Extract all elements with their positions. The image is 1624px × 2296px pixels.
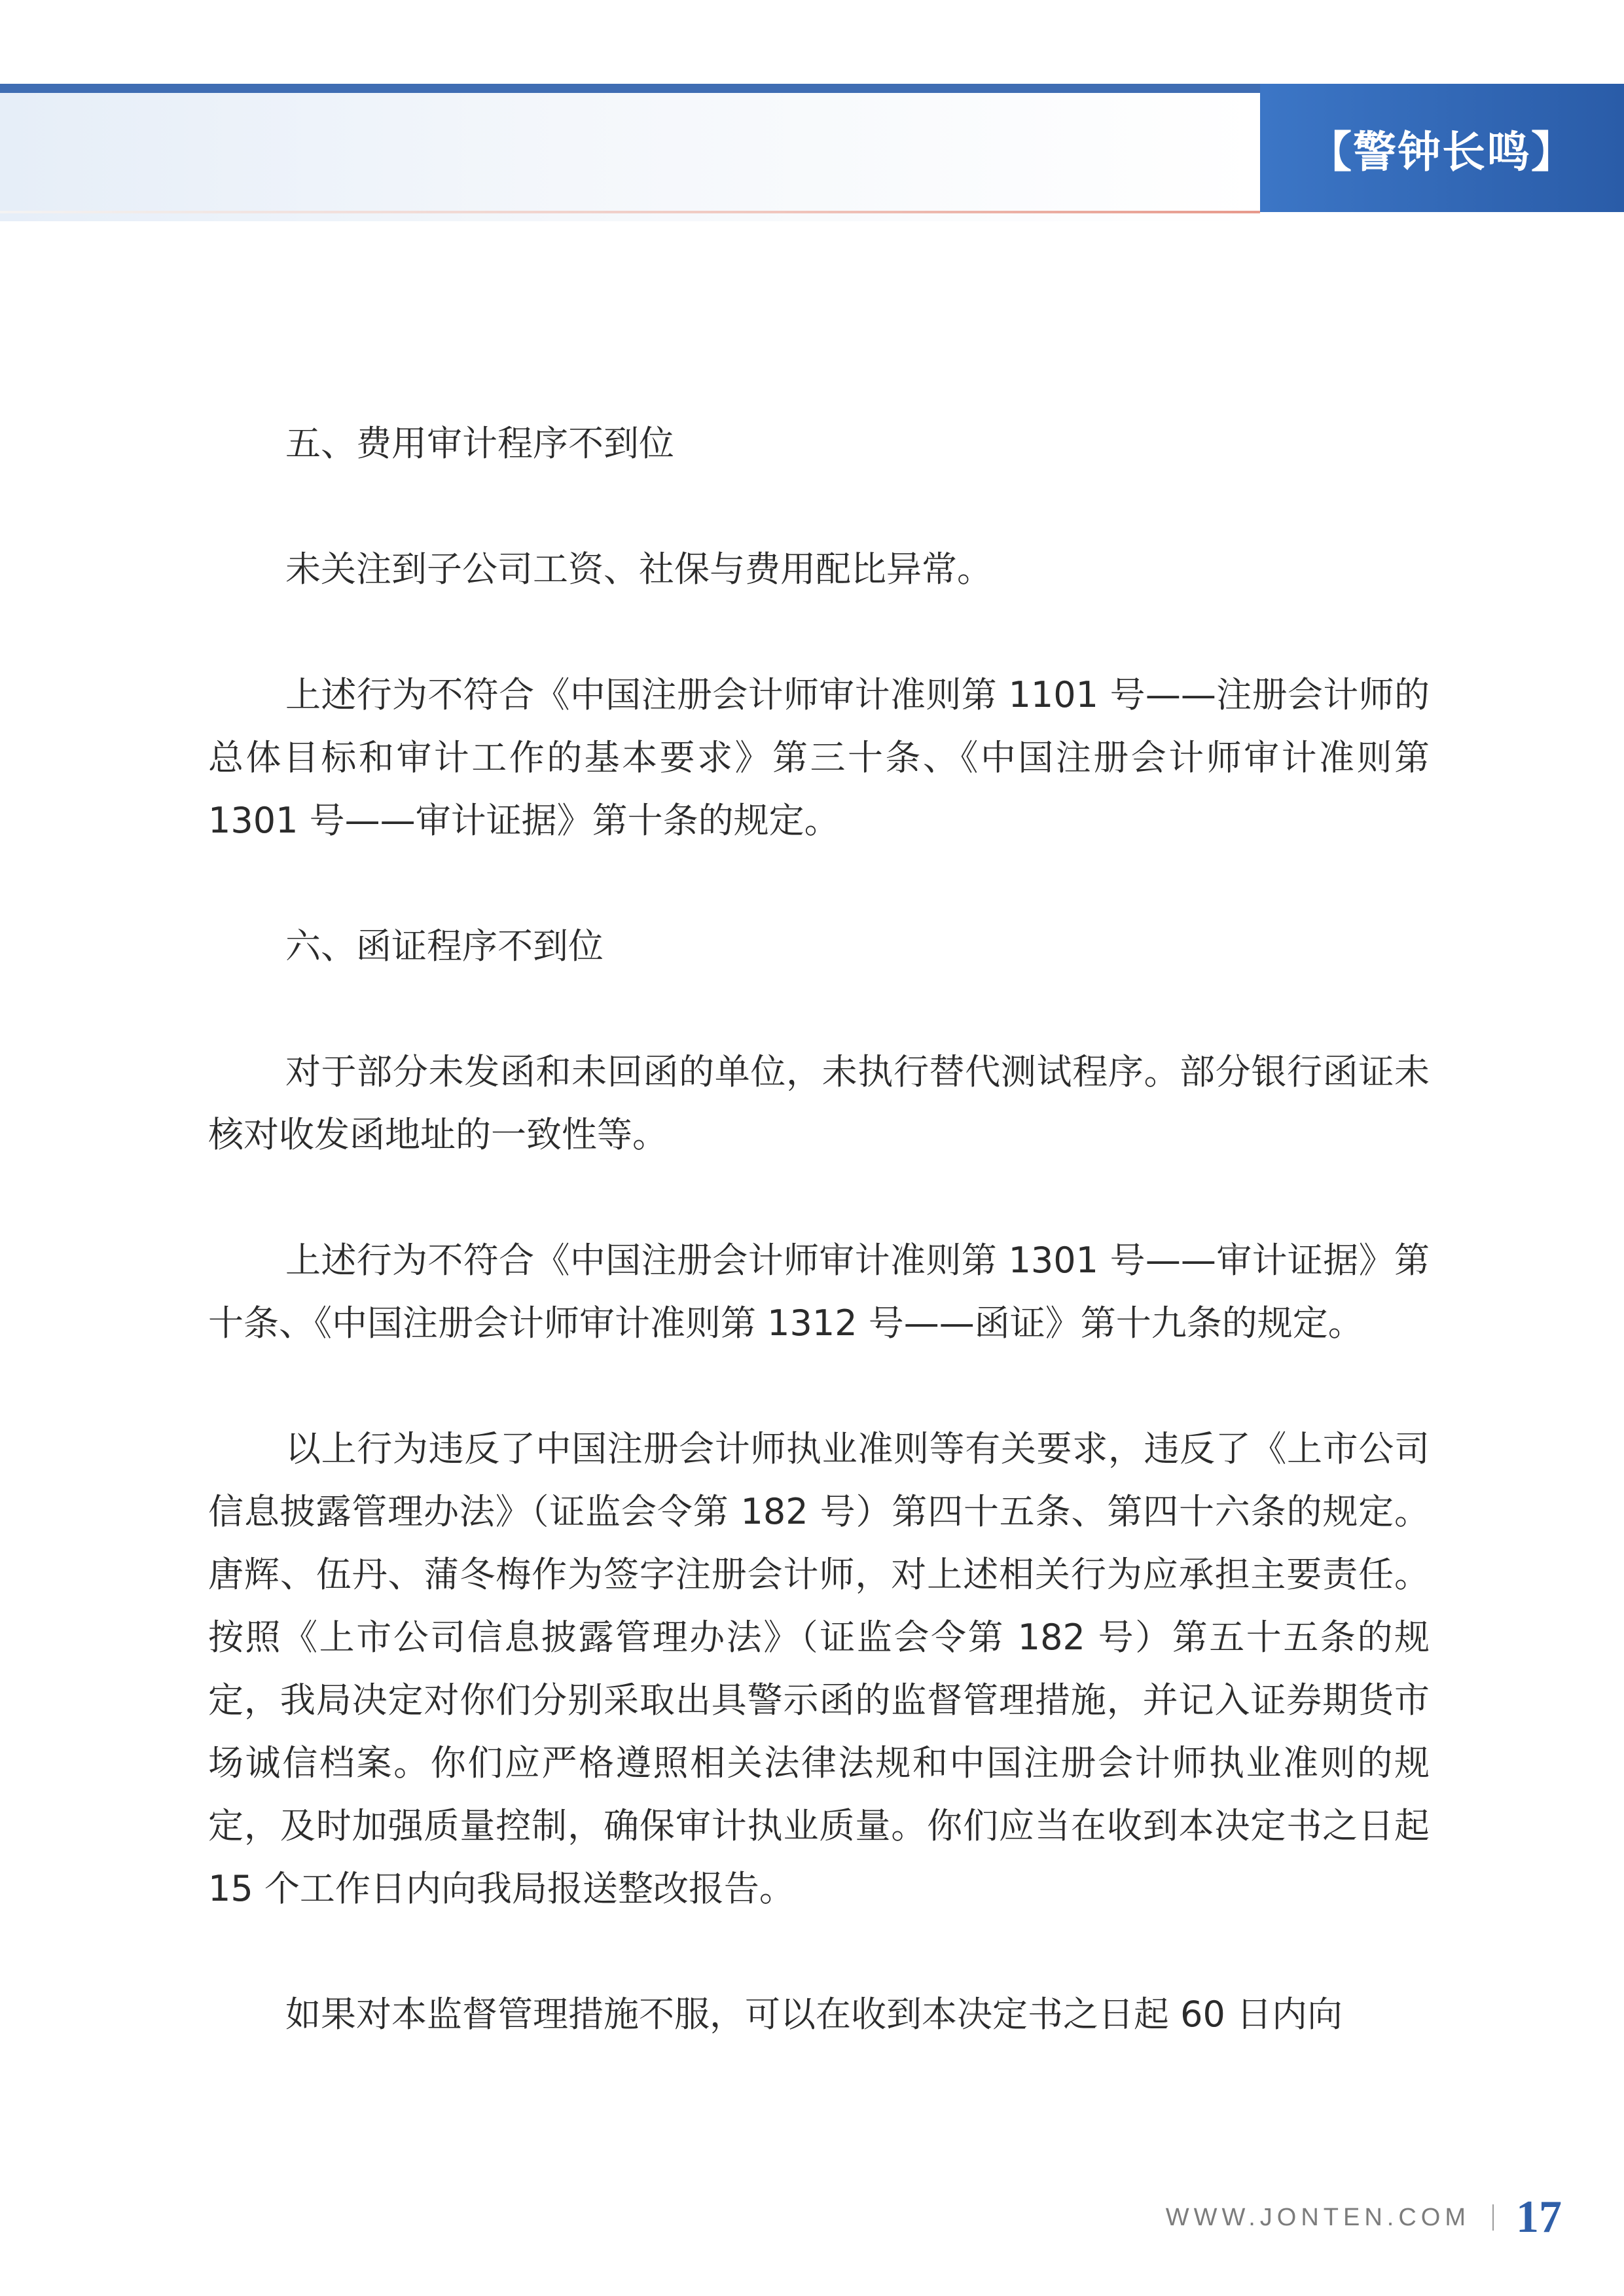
footer-divider [1492, 2204, 1494, 2231]
section-heading-5: 五、费用审计程序不到位 [285, 423, 674, 464]
paragraph: 对于部分未发函和未回函的单位，未执行替代测试程序。部分银行函证未核对收发函地址的一致性等。 [208, 1051, 1430, 1155]
paragraph: 如果对本监督管理措施不服，可以在收到本决定书之日起 60 日内向 [285, 1994, 1343, 2035]
document-body [208, 412, 1430, 2109]
header-divider [0, 211, 1260, 213]
section-heading-6: 六、函证程序不到位 [285, 925, 604, 967]
header-banner [0, 84, 1260, 221]
page-number: 17 [1516, 2192, 1562, 2242]
paragraph: 未关注到子公司工资、社保与费用配比异常。 [285, 548, 992, 590]
website-url[interactable]: WWW.JONTEN.COM [1165, 2203, 1470, 2231]
paragraph: 以上行为违反了中国注册会计师执业准则等有关要求，违反了《上市公司信息披露管理办法》（证监会令第 182 号）第四十五条、第四十六条的规定。唐辉、伍丹、蒲冬梅作为签字注册会计师，对上述相关行为应承担主要责任。按照《上市公司信息披露管理办法》（证监会令第 182 号）第五十五条的规定，我局决定对你们分别采取出具警示函的监督管理措施，并记入证券期货市场诚信档案。你们应严格遵照相关法律法规和中国注册会计师执业准则的规定，及时加强质量控制，确保审计执业质量。你们应当在收到本决定书之日起 15 个工作日内向我局报送整改报告。 [208, 1428, 1430, 1909]
paragraph: 上述行为不符合《中国注册会计师审计准则第 1101 号——注册会计师的总体目标和审计工作的基本要求》第三十条、《中国注册会计师审计准则第 1301 号——审计证据》第十条的规定。 [208, 674, 1430, 841]
section-tag: 【警钟长鸣】 [1260, 84, 1624, 212]
page-footer [1166, 2191, 1562, 2244]
paragraph: 上述行为不符合《中国注册会计师审计准则第 1301 号——审计证据》第十条、《中国注册会计师审计准则第 1312 号——函证》第十九条的规定。 [208, 1240, 1430, 1344]
